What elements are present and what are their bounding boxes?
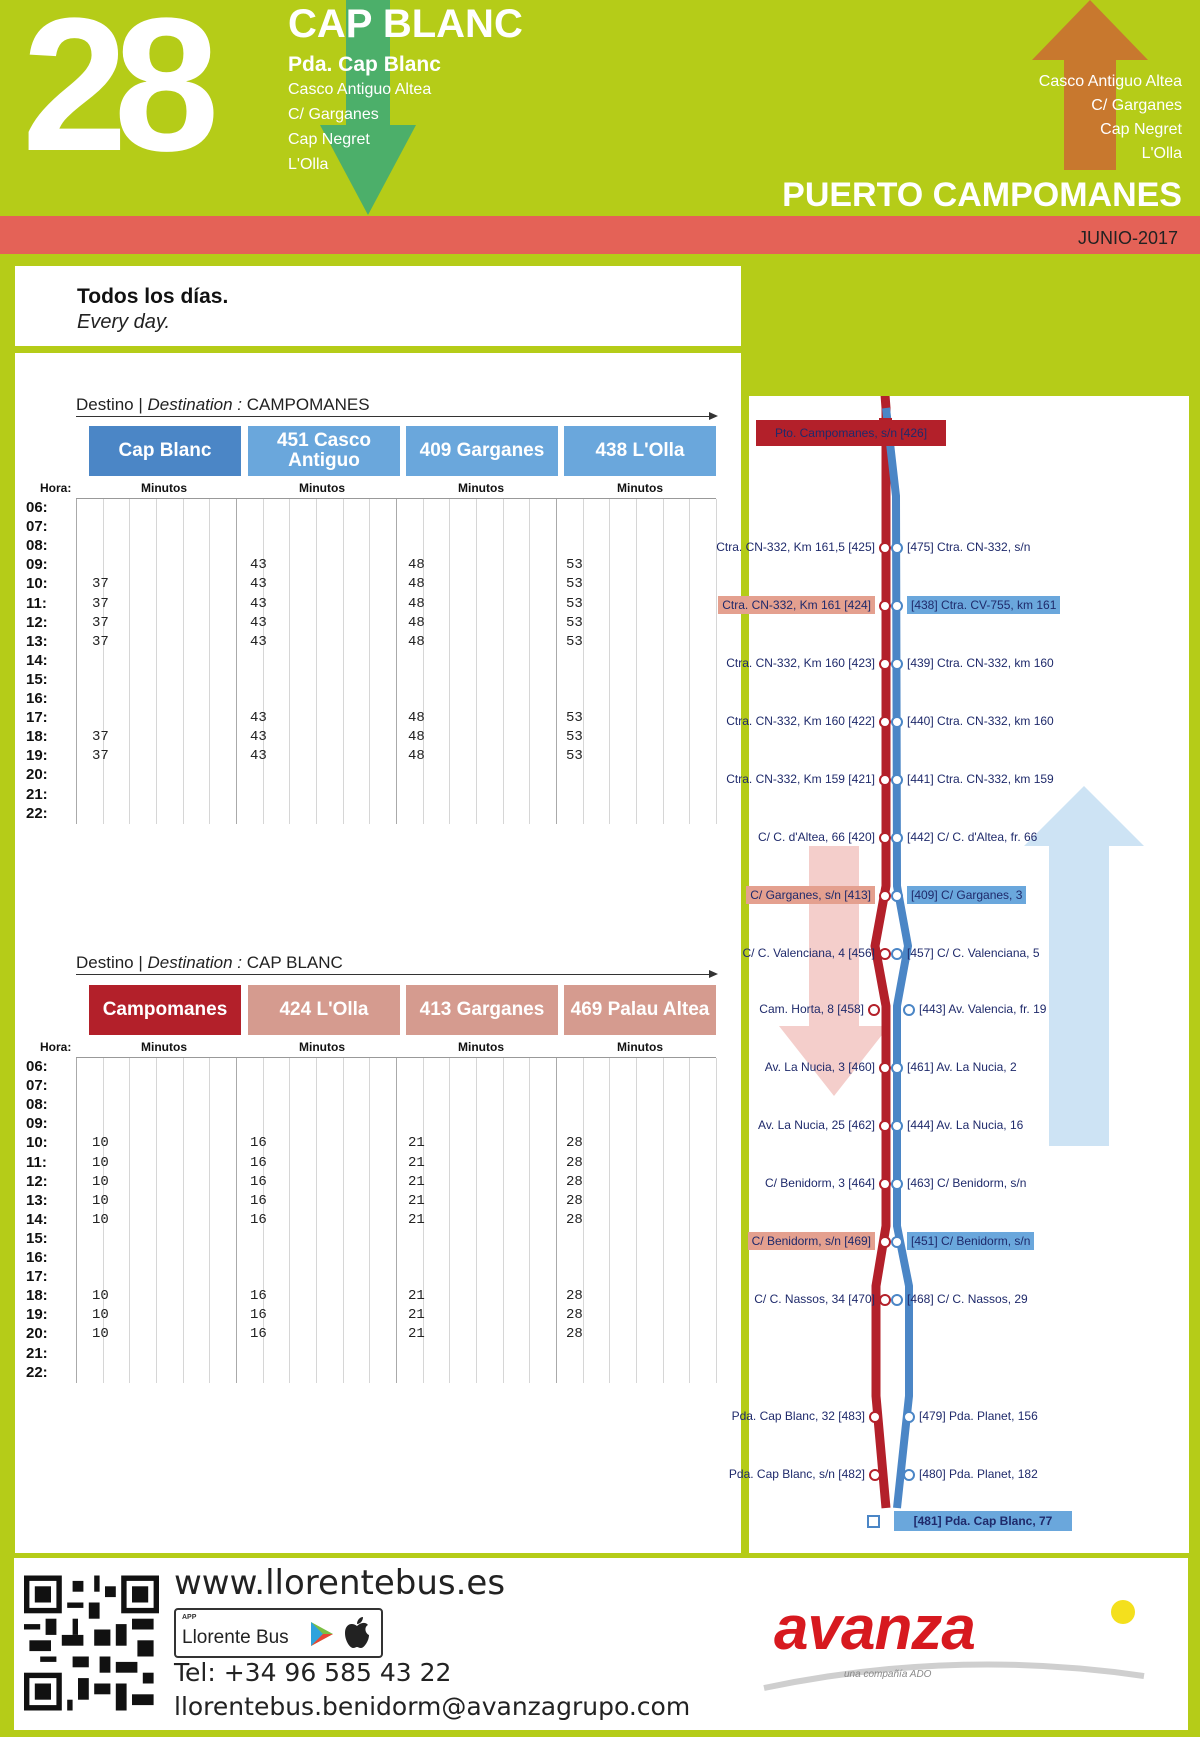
hour-cell: 09: xyxy=(26,556,48,574)
route-diagram xyxy=(749,396,1189,1553)
minutes-label: Minutos xyxy=(458,481,504,495)
grid-line xyxy=(609,1058,610,1383)
stop-label-inbound: [438] Ctra. CV-755, km 161 xyxy=(907,596,1060,614)
column-header: Cap Blanc xyxy=(89,426,241,476)
hour-cell: 21: xyxy=(26,1344,48,1362)
route-map-panel xyxy=(716,395,1190,1554)
hour-cell: 19: xyxy=(26,747,48,765)
stop-label-outbound: Ctra. CN-332, Km 160 [423] xyxy=(726,656,875,670)
minute-cell: 21 xyxy=(408,1288,425,1305)
grid-line xyxy=(449,499,450,824)
minute-cell: 16 xyxy=(250,1211,267,1228)
hour-cell: 22: xyxy=(26,1363,48,1381)
stop-marker-inbound xyxy=(891,890,903,902)
stop-marker-inbound xyxy=(891,1294,903,1306)
stop-label-outbound: Ctra. CN-332, Km 161 [424] xyxy=(718,596,875,614)
grid-line xyxy=(369,1058,370,1383)
grid-line xyxy=(316,499,317,824)
minute-cell: 53 xyxy=(566,595,583,612)
grid-line xyxy=(183,499,184,824)
stop-label-outbound: Pda. Cap Blanc, 32 [483] xyxy=(731,1409,865,1423)
minute-cell: 43 xyxy=(250,710,267,727)
minute-cell: 53 xyxy=(566,633,583,650)
stop-marker-inbound xyxy=(903,1411,915,1423)
minute-cell: 16 xyxy=(250,1326,267,1343)
minute-cell: 53 xyxy=(566,748,583,765)
via-left-item: C/ Garganes xyxy=(288,106,379,123)
hour-cell: 11: xyxy=(26,594,47,612)
stop-label-outbound: Av. La Nucia, 25 [462] xyxy=(758,1118,875,1132)
website-link[interactable]: www.llorentebus.es xyxy=(174,1563,506,1603)
stop-marker-inbound xyxy=(891,542,903,554)
qr-code-icon xyxy=(24,1568,159,1718)
minute-cell: 37 xyxy=(92,729,109,746)
header-band xyxy=(0,216,1200,254)
via-right-item: C/ Garganes xyxy=(1091,97,1182,114)
avanza-logo: avanza xyxy=(774,1594,975,1663)
minute-cell: 10 xyxy=(92,1173,109,1190)
minute-cell: 53 xyxy=(566,557,583,574)
grid-line xyxy=(663,499,664,824)
minute-cell: 28 xyxy=(566,1135,583,1152)
minutes-label: Minutos xyxy=(617,1040,663,1054)
down-direction-arrow xyxy=(779,846,889,1096)
grid-line xyxy=(76,1058,77,1383)
brand-swoosh xyxy=(754,1658,1154,1698)
grid-line xyxy=(289,499,290,824)
grid-line xyxy=(689,1058,690,1383)
hour-cell: 13: xyxy=(26,632,48,650)
phone-number[interactable]: Tel: +34 96 585 43 22 xyxy=(174,1658,452,1687)
minute-cell: 43 xyxy=(250,633,267,650)
stop-marker-inbound xyxy=(891,658,903,670)
stop-marker-inbound xyxy=(891,832,903,844)
grid-line xyxy=(423,499,424,824)
stop-marker-inbound xyxy=(891,600,903,612)
stop-marker-outbound xyxy=(879,1294,891,1306)
destination-line-2: Destino | Destination : CAP BLANC xyxy=(76,953,343,972)
minute-cell: 37 xyxy=(92,576,109,593)
minute-cell: 37 xyxy=(92,595,109,612)
stop-label-outbound: C/ Benidorm, 3 [464] xyxy=(764,1176,875,1190)
minute-cell: 48 xyxy=(408,614,425,631)
minute-cell: 10 xyxy=(92,1154,109,1171)
stop-label-outbound: Ctra. CN-332, Km 161,5 [425] xyxy=(716,540,875,554)
destination-label: Destination : xyxy=(147,953,243,972)
stop-label-inbound: [451] C/ Benidorm, s/n xyxy=(907,1232,1034,1250)
sun-icon xyxy=(1109,1598,1137,1626)
destino-label: Destino xyxy=(76,395,134,414)
hour-cell: 10: xyxy=(26,575,48,593)
stop-label-inbound: [441] Ctra. CN-332, km 159 xyxy=(907,772,1054,786)
grid-line xyxy=(316,1058,317,1383)
minute-cell: 53 xyxy=(566,614,583,631)
minute-cell: 43 xyxy=(250,748,267,765)
minute-cell: 10 xyxy=(92,1211,109,1228)
minute-cell: 48 xyxy=(408,633,425,650)
grid-line xyxy=(156,499,157,824)
hour-cell: 17: xyxy=(26,1268,48,1286)
hour-label: Hora: xyxy=(40,1040,72,1054)
stop-marker-outbound xyxy=(879,948,891,960)
app-badge-caption: APP xyxy=(182,1614,197,1621)
minute-cell: 10 xyxy=(92,1307,109,1324)
minute-cell: 37 xyxy=(92,633,109,650)
hour-cell: 17: xyxy=(26,709,48,727)
stop-label-inbound: [443] Av. Valencia, fr. 19 xyxy=(919,1002,1047,1016)
hour-cell: 16: xyxy=(26,1249,48,1266)
destination-title: PUERTO CAMPOMANES xyxy=(782,176,1182,214)
via-right-item: Casco Antiguo Altea xyxy=(1038,73,1182,90)
hour-cell: 13: xyxy=(26,1191,48,1209)
stop-marker-outbound xyxy=(879,1120,891,1132)
stop-marker-inbound xyxy=(891,1120,903,1132)
stop-label-outbound: Ctra. CN-332, Km 160 [422] xyxy=(726,714,875,728)
minute-cell: 48 xyxy=(408,557,425,574)
minute-cell: 16 xyxy=(250,1288,267,1305)
stop-marker-outbound xyxy=(879,1236,891,1248)
stop-label-outbound: Pda. Cap Blanc, s/n [482] xyxy=(728,1467,865,1481)
minute-cell: 16 xyxy=(250,1192,267,1209)
grid-line xyxy=(396,1058,397,1383)
minutes-label: Minutos xyxy=(141,1040,187,1054)
minute-cell: 16 xyxy=(250,1135,267,1152)
grid-line xyxy=(636,499,637,824)
footer xyxy=(14,1558,1188,1730)
terminal-stop-bottom xyxy=(868,1516,879,1527)
via-left-item: Casco Antiguo Altea xyxy=(288,81,432,98)
minute-cell: 21 xyxy=(408,1154,425,1171)
via-right-item: Cap Negret xyxy=(1100,121,1182,138)
hour-cell: 20: xyxy=(26,766,48,784)
minute-cell: 43 xyxy=(250,595,267,612)
stop-label-outbound: C/ Garganes, s/n [413] xyxy=(746,886,875,904)
minute-cell: 37 xyxy=(92,614,109,631)
grid-line xyxy=(449,1058,450,1383)
minute-cell: 53 xyxy=(566,576,583,593)
grid-line xyxy=(103,499,104,824)
grid-line xyxy=(156,1058,157,1383)
via-left-item: Cap Negret xyxy=(288,131,370,148)
stop-label-inbound: [409] C/ Garganes, 3 xyxy=(907,886,1026,904)
stop-label-inbound: [479] Pda. Planet, 156 xyxy=(919,1409,1038,1423)
stop-label-outbound: C/ C. Valenciana, 4 [456] xyxy=(742,946,875,960)
destination-value: CAMPOMANES xyxy=(246,395,370,414)
grid-line xyxy=(476,1058,477,1383)
minute-cell: 28 xyxy=(566,1288,583,1305)
minute-cell: 48 xyxy=(408,729,425,746)
stop-label-outbound: Av. La Nucia, 3 [460] xyxy=(764,1060,875,1074)
up-direction-arrow xyxy=(1024,786,1144,1146)
minute-cell: 21 xyxy=(408,1192,425,1209)
minute-cell: 28 xyxy=(566,1173,583,1190)
hour-cell: 16: xyxy=(26,690,48,707)
hour-cell: 07: xyxy=(26,518,48,536)
grid-line xyxy=(556,499,557,824)
grid-line xyxy=(263,499,264,824)
bottom-terminal-label: [481] Pda. Cap Blanc, 77 xyxy=(894,1511,1072,1531)
app-store-badge[interactable] xyxy=(174,1608,383,1658)
app-badge-name: Llorente Bus xyxy=(182,1627,289,1648)
minute-cell: 43 xyxy=(250,576,267,593)
grid-line xyxy=(209,499,210,824)
minute-cell: 28 xyxy=(566,1154,583,1171)
stop-marker-outbound xyxy=(879,542,891,554)
stop-marker-outbound xyxy=(879,1178,891,1190)
origin-title: CAP BLANC xyxy=(288,2,523,46)
grid-line xyxy=(369,499,370,824)
minutes-label: Minutos xyxy=(617,481,663,495)
minute-cell: 21 xyxy=(408,1307,425,1324)
minute-cell: 10 xyxy=(92,1135,109,1152)
minute-cell: 48 xyxy=(408,595,425,612)
grid-line xyxy=(476,499,477,824)
stop-label-inbound: [480] Pda. Planet, 182 xyxy=(919,1467,1038,1481)
grid-line xyxy=(663,1058,664,1383)
brand-tagline: una compañía ADO xyxy=(844,1669,932,1680)
stop-marker-outbound xyxy=(869,1469,881,1481)
stop-marker-inbound xyxy=(891,1062,903,1074)
google-play-icon xyxy=(308,1620,336,1648)
timetable-grid xyxy=(76,1057,716,1383)
hour-cell: 21: xyxy=(26,785,48,803)
minute-cell: 10 xyxy=(92,1192,109,1209)
stop-label-inbound: [440] Ctra. CN-332, km 160 xyxy=(907,714,1054,728)
stop-marker-outbound xyxy=(879,716,891,728)
stop-marker-inbound xyxy=(891,948,903,960)
grid-line xyxy=(636,1058,637,1383)
grid-line xyxy=(689,499,690,824)
days-spanish: Todos los días. xyxy=(77,285,229,308)
hour-cell: 18: xyxy=(26,728,48,746)
column-header: 451 Casco Antiguo xyxy=(248,426,400,476)
column-header: Campomanes xyxy=(89,985,241,1035)
minute-cell: 43 xyxy=(250,557,267,574)
stop-label-inbound: [439] Ctra. CN-332, km 160 xyxy=(907,656,1054,670)
route-number: 28 xyxy=(22,0,206,191)
minute-cell: 10 xyxy=(92,1288,109,1305)
minute-cell: 21 xyxy=(408,1135,425,1152)
hour-cell: 12: xyxy=(26,1172,48,1190)
minute-cell: 10 xyxy=(92,1326,109,1343)
column-header: 413 Garganes xyxy=(406,985,558,1035)
grid-line xyxy=(289,1058,290,1383)
hour-cell: 06: xyxy=(26,1058,48,1075)
hour-cell: 10: xyxy=(26,1134,48,1152)
grid-line xyxy=(343,1058,344,1383)
hour-cell: 14: xyxy=(26,651,48,669)
grid-line xyxy=(503,499,504,824)
destination-line-1: Destino | Destination : CAMPOMANES xyxy=(76,395,370,414)
hour-cell: 19: xyxy=(26,1306,48,1324)
stop-label-inbound: [461] Av. La Nucia, 2 xyxy=(907,1060,1017,1074)
date-label: JUNIO-2017 xyxy=(1077,228,1178,248)
destination-value: CAP BLANC xyxy=(246,953,343,972)
minutes-label: Minutos xyxy=(458,1040,504,1054)
minute-cell: 21 xyxy=(408,1211,425,1228)
stop-marker-outbound xyxy=(879,774,891,786)
top-terminal-label: Pto. Campomanes, s/n [426] xyxy=(756,420,946,446)
grid-line xyxy=(556,1058,557,1383)
column-header: 438 L'Olla xyxy=(564,426,716,476)
grid-line xyxy=(183,1058,184,1383)
grid-line xyxy=(236,1058,237,1383)
minute-cell: 53 xyxy=(566,710,583,727)
minute-cell: 28 xyxy=(566,1326,583,1343)
stop-marker-outbound xyxy=(879,600,891,612)
hour-cell: 14: xyxy=(26,1210,48,1228)
stop-marker-outbound xyxy=(879,1062,891,1074)
stop-marker-outbound xyxy=(879,832,891,844)
hour-cell: 15: xyxy=(26,670,48,688)
grid-line xyxy=(129,1058,130,1383)
timetable-grid xyxy=(76,498,716,824)
stop-marker-inbound xyxy=(891,1236,903,1248)
minute-cell: 43 xyxy=(250,614,267,631)
hour-cell: 08: xyxy=(26,537,48,555)
minute-cell: 28 xyxy=(566,1211,583,1228)
minute-cell: 21 xyxy=(408,1173,425,1190)
stop-label-inbound: [444] Av. La Nucia, 16 xyxy=(907,1118,1024,1132)
hour-cell: 12: xyxy=(26,613,48,631)
grid-line xyxy=(76,499,77,824)
stop-label-inbound: [475] Ctra. CN-332, s/n xyxy=(907,540,1031,554)
hour-cell: 20: xyxy=(26,1325,48,1343)
minute-cell: 48 xyxy=(408,748,425,765)
stop-label-inbound: [457] C/ C. Valenciana, 5 xyxy=(907,946,1040,960)
hour-cell: 07: xyxy=(26,1077,48,1095)
hour-cell: 22: xyxy=(26,804,48,822)
stop-marker-inbound xyxy=(903,1004,915,1016)
stop-label-inbound: [463] C/ Benidorm, s/n xyxy=(907,1176,1027,1190)
minute-cell: 16 xyxy=(250,1307,267,1324)
minute-cell: 43 xyxy=(250,729,267,746)
stop-marker-outbound xyxy=(868,1004,880,1016)
grid-line xyxy=(396,499,397,824)
stop-label-outbound: Cam. Horta, 8 [458] xyxy=(759,1002,864,1016)
stop-marker-outbound xyxy=(869,1411,881,1423)
stop-marker-inbound xyxy=(891,1178,903,1190)
email-link[interactable]: llorentebus.benidorm@avanzagrupo.com xyxy=(174,1692,691,1721)
minute-cell: 28 xyxy=(566,1192,583,1209)
column-header: 409 Garganes xyxy=(406,426,558,476)
hour-cell: 11: xyxy=(26,1153,47,1171)
minute-cell: 28 xyxy=(566,1307,583,1324)
stop-marker-inbound xyxy=(903,1469,915,1481)
minute-cell: 21 xyxy=(408,1326,425,1343)
grid-line xyxy=(236,499,237,824)
grid-line xyxy=(716,1058,717,1383)
hour-label: Hora: xyxy=(40,481,72,495)
grid-line xyxy=(343,499,344,824)
apple-icon xyxy=(342,1616,372,1650)
column-header: 424 L'Olla xyxy=(248,985,400,1035)
grid-line xyxy=(609,499,610,824)
destination-label: Destination : xyxy=(147,395,243,414)
stop-label-outbound: C/ Benidorm, s/n [469] xyxy=(748,1232,875,1250)
stop-marker-inbound xyxy=(891,716,903,728)
minutes-label: Minutos xyxy=(141,481,187,495)
hour-cell: 09: xyxy=(26,1115,48,1133)
minutes-label: Minutos xyxy=(299,1040,345,1054)
minute-cell: 16 xyxy=(250,1154,267,1171)
grid-line xyxy=(529,499,530,824)
via-left-item: L'Olla xyxy=(288,156,329,173)
stop-label-inbound: [468] C/ C. Nassos, 29 xyxy=(907,1292,1028,1306)
stop-marker-outbound xyxy=(879,890,891,902)
column-header: 469 Palau Altea xyxy=(564,985,716,1035)
stop-label-outbound: C/ C. Nassos, 34 [470] xyxy=(754,1292,875,1306)
minutes-label: Minutos xyxy=(299,481,345,495)
grid-line xyxy=(529,1058,530,1383)
grid-line xyxy=(129,499,130,824)
stop-label-outbound: C/ C. d'Altea, 66 [420] xyxy=(757,830,875,844)
stop-label-outbound: Ctra. CN-332, Km 159 [421] xyxy=(726,772,875,786)
minute-cell: 16 xyxy=(250,1173,267,1190)
days-panel xyxy=(14,265,742,347)
minute-cell: 37 xyxy=(92,748,109,765)
stop-marker-inbound xyxy=(891,774,903,786)
minute-cell: 48 xyxy=(408,710,425,727)
hour-cell: 15: xyxy=(26,1229,48,1247)
origin-stop: Pda. Cap Blanc xyxy=(288,53,441,76)
via-right-item: L'Olla xyxy=(1141,145,1182,162)
stop-label-inbound: [442] C/ C. d'Altea, fr. 66 xyxy=(907,830,1038,844)
destination-underline xyxy=(76,416,716,417)
destino-label: Destino xyxy=(76,953,134,972)
hour-cell: 06: xyxy=(26,499,48,516)
minute-cell: 53 xyxy=(566,729,583,746)
hour-cell: 18: xyxy=(26,1287,48,1305)
grid-line xyxy=(503,1058,504,1383)
days-english: Every day. xyxy=(77,311,170,333)
hour-cell: 08: xyxy=(26,1096,48,1114)
grid-line xyxy=(209,1058,210,1383)
destination-underline xyxy=(76,974,716,975)
stop-marker-outbound xyxy=(879,658,891,670)
grid-line xyxy=(583,499,584,824)
minute-cell: 48 xyxy=(408,576,425,593)
